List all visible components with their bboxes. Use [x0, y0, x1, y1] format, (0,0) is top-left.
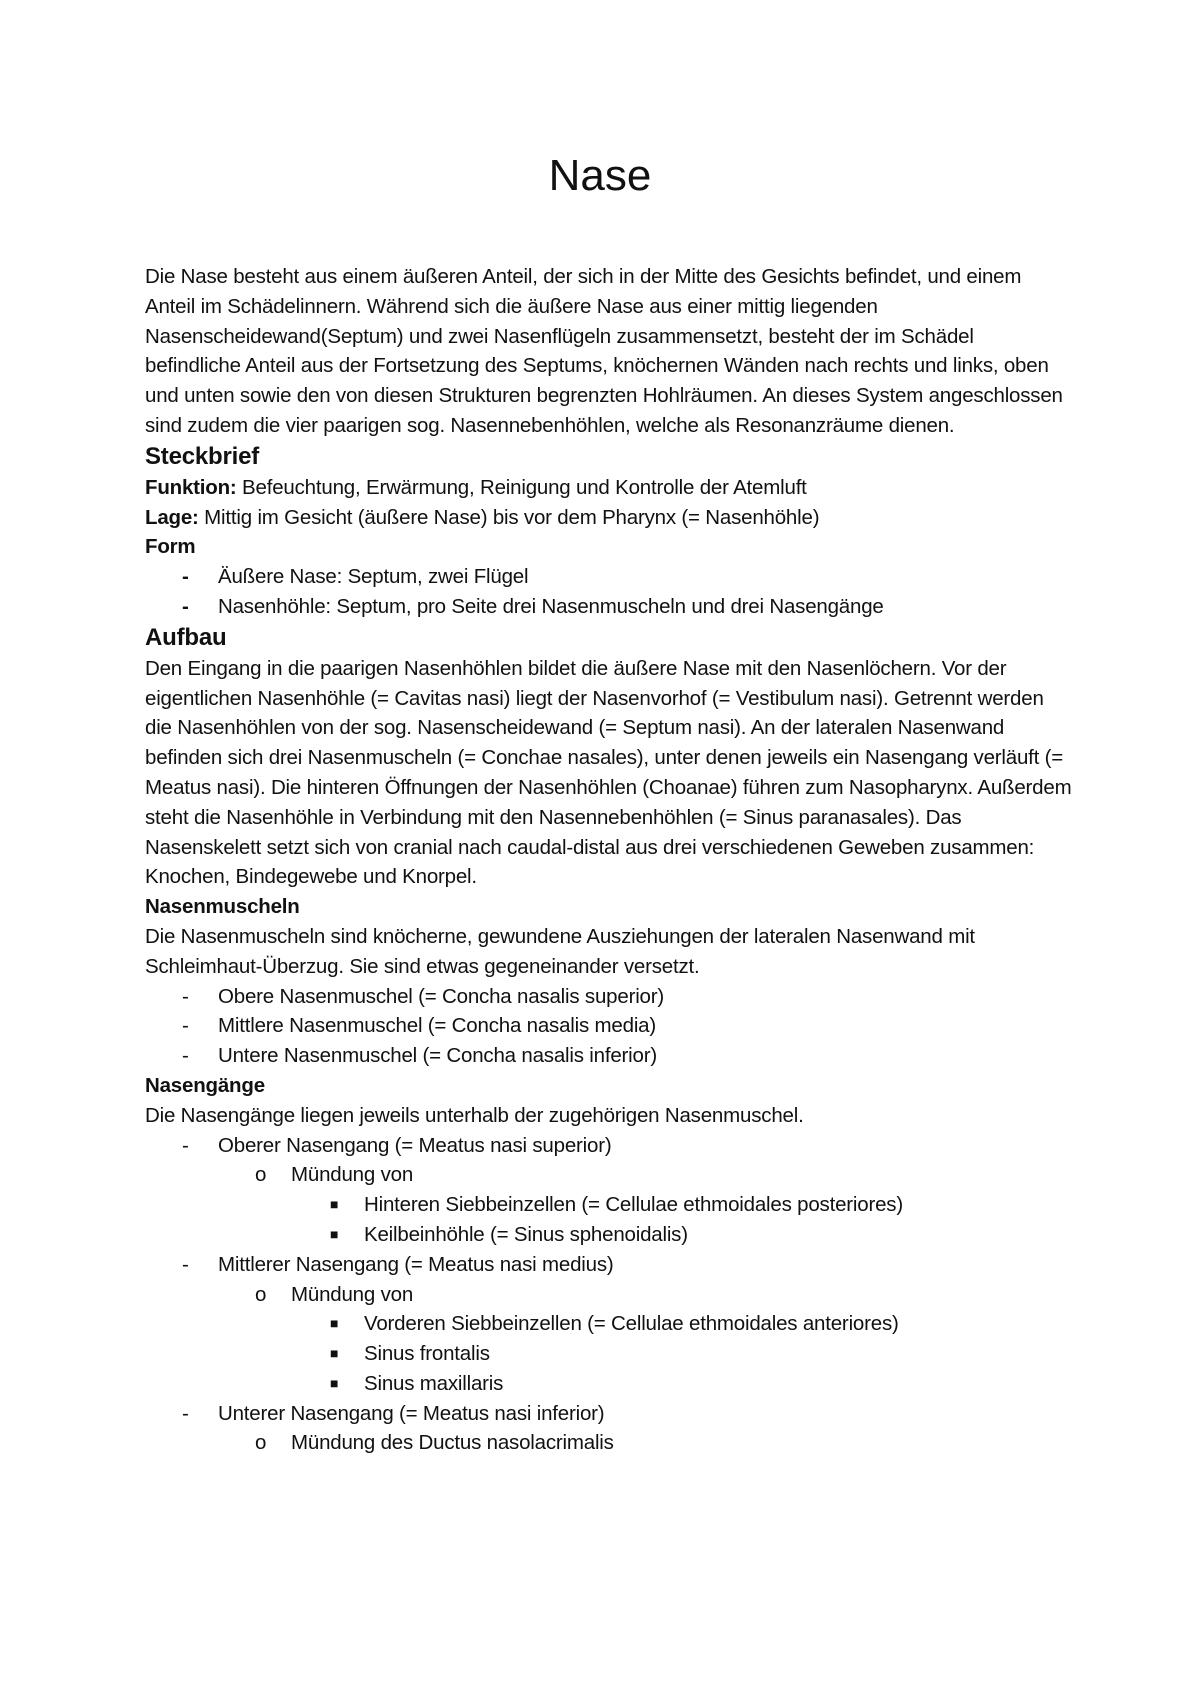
- list-item: ■ Vorderen Siebbeinzellen (= Cellulae ethmoidales anteriores): [145, 1309, 1075, 1339]
- funktion-line: [145, 473, 1075, 503]
- heading-aufbau: Aufbau: [145, 623, 227, 651]
- nasenmuscheln-paragraph: Die Nasenmuscheln sind knöcherne, gewundene Ausziehungen der lateralen Nasenwand mit Schleimhaut-Überzug. Sie sind etwas gegeneinander versetzt.: [145, 924, 975, 978]
- dash-bullet: -: [182, 1044, 189, 1068]
- dash-bullet: -: [182, 1252, 189, 1276]
- list-item: o Mündung des Ductus nasolacrimalis: [145, 1428, 1075, 1458]
- square-bullet: ■: [330, 1225, 339, 1242]
- heading-steckbrief: Steckbrief: [145, 442, 260, 470]
- list-item: ■ Hinteren Siebbeinzellen (= Cellulae ethmoidales posteriores): [145, 1190, 1075, 1220]
- dash-bullet: -: [182, 984, 189, 1008]
- list-item: - Mittlere Nasenmuschel (= Concha nasalis media): [145, 1011, 1075, 1041]
- circle-bullet: o: [255, 1163, 267, 1187]
- list-item: - Nasenhöhle: Septum, pro Seite drei Nasenmuscheln und drei Nasengänge: [145, 592, 1075, 622]
- page-title: Nase: [548, 151, 652, 200]
- document-body: [145, 262, 1075, 1458]
- list-item: - Oberer Nasengang (= Meatus nasi superior): [145, 1131, 1075, 1161]
- list-item: ■ Sinus maxillaris: [145, 1369, 1075, 1399]
- nasengaenge-paragraph: Die Nasengänge liegen jeweils unterhalb der zugehörigen Nasenmuschel.: [145, 1103, 804, 1127]
- list-item: - Untere Nasenmuschel (= Concha nasalis inferior): [145, 1041, 1075, 1071]
- form-label: Form: [145, 535, 196, 559]
- dash-bullet: -: [182, 565, 189, 589]
- lage-text: Mittig im Gesicht (äußere Nase) bis vor dem Pharynx (= Nasenhöhle): [198, 505, 820, 529]
- dash-bullet: -: [182, 1133, 189, 1157]
- lage-label: Lage:: [145, 505, 199, 529]
- heading-nasenmuscheln: Nasenmuscheln: [145, 895, 300, 919]
- dash-bullet: -: [182, 1014, 189, 1038]
- funktion-text: Befeuchtung, Erwärmung, Reinigung und Kontrolle der Atemluft: [236, 475, 807, 499]
- intro-paragraph: Die Nase besteht aus einem äußeren Anteil, der sich in der Mitte des Gesichts befindet, und einem Anteil im Schädelinnern. Während sich die äußere Nase aus einer mittig liegenden Nasenscheidewand(Septum) und zwei Nasenflügeln zusammensetzt, besteht der im Schädel befindliche Anteil aus der Fortsetzung des Septums, knöchernen Wänden nach rechts und links, oben und unten sowie den von diesen Strukturen begrenzten Hohlräumen. An dieses System angeschlossen sind zudem die vier paarigen sog. Nasennebenhöhlen, welche als Resonanzräume dienen.: [145, 265, 1063, 437]
- heading-nasengaenge: Nasengänge: [145, 1073, 265, 1097]
- list-item: o Mündung von: [145, 1280, 1075, 1310]
- square-bullet: ■: [330, 1374, 339, 1391]
- square-bullet: ■: [330, 1315, 339, 1332]
- lage-line: [145, 503, 1075, 533]
- circle-bullet: o: [255, 1431, 267, 1455]
- circle-bullet: o: [255, 1282, 267, 1306]
- list-item: ■ Sinus frontalis: [145, 1339, 1075, 1369]
- square-bullet: ■: [330, 1345, 339, 1362]
- square-bullet: ■: [330, 1196, 339, 1213]
- list-item: - Äußere Nase: Septum, zwei Flügel: [145, 562, 1075, 592]
- dash-bullet: -: [182, 594, 189, 618]
- dash-bullet: -: [182, 1401, 189, 1425]
- list-item: - Obere Nasenmuschel (= Concha nasalis superior): [145, 982, 1075, 1012]
- list-item: ■ Keilbeinhöhle (= Sinus sphenoidalis): [145, 1220, 1075, 1250]
- aufbau-paragraph: Den Eingang in die paarigen Nasenhöhlen bildet die äußere Nase mit den Nasenlöchern. Vor der eigentlichen Nasenhöhle (= Cavitas nasi) liegt der Nasenvorhof (= Vestibulum nasi). Getrennt werden die Nasenhöhlen von der sog. Nasenscheidewand (= Septum nasi). An der lateralen Nasenwand befinden sich drei Nasenmuscheln (= Conchae nasales), unter denen jeweils ein Nasengang verläuft (= Meatus nasi). Die hinteren Öffnungen der Nasenhöhlen (Choanae) führen zum Nasopharynx. Außerdem steht die Nasenhöhle in Verbindung mit den Nasennebenhöhlen (= Sinus paranasales). Das Nasenskelett setzt sich von cranial nach caudal-distal aus drei verschiedenen Geweben zusammen: Knochen, Bindegewebe und Knorpel.: [145, 656, 1072, 889]
- funktion-label: Funktion:: [145, 475, 237, 499]
- list-item: - Mittlerer Nasengang (= Meatus nasi medius): [145, 1250, 1075, 1280]
- list-item: o Mündung von: [145, 1160, 1075, 1190]
- list-item: - Unterer Nasengang (= Meatus nasi inferior): [145, 1399, 1075, 1429]
